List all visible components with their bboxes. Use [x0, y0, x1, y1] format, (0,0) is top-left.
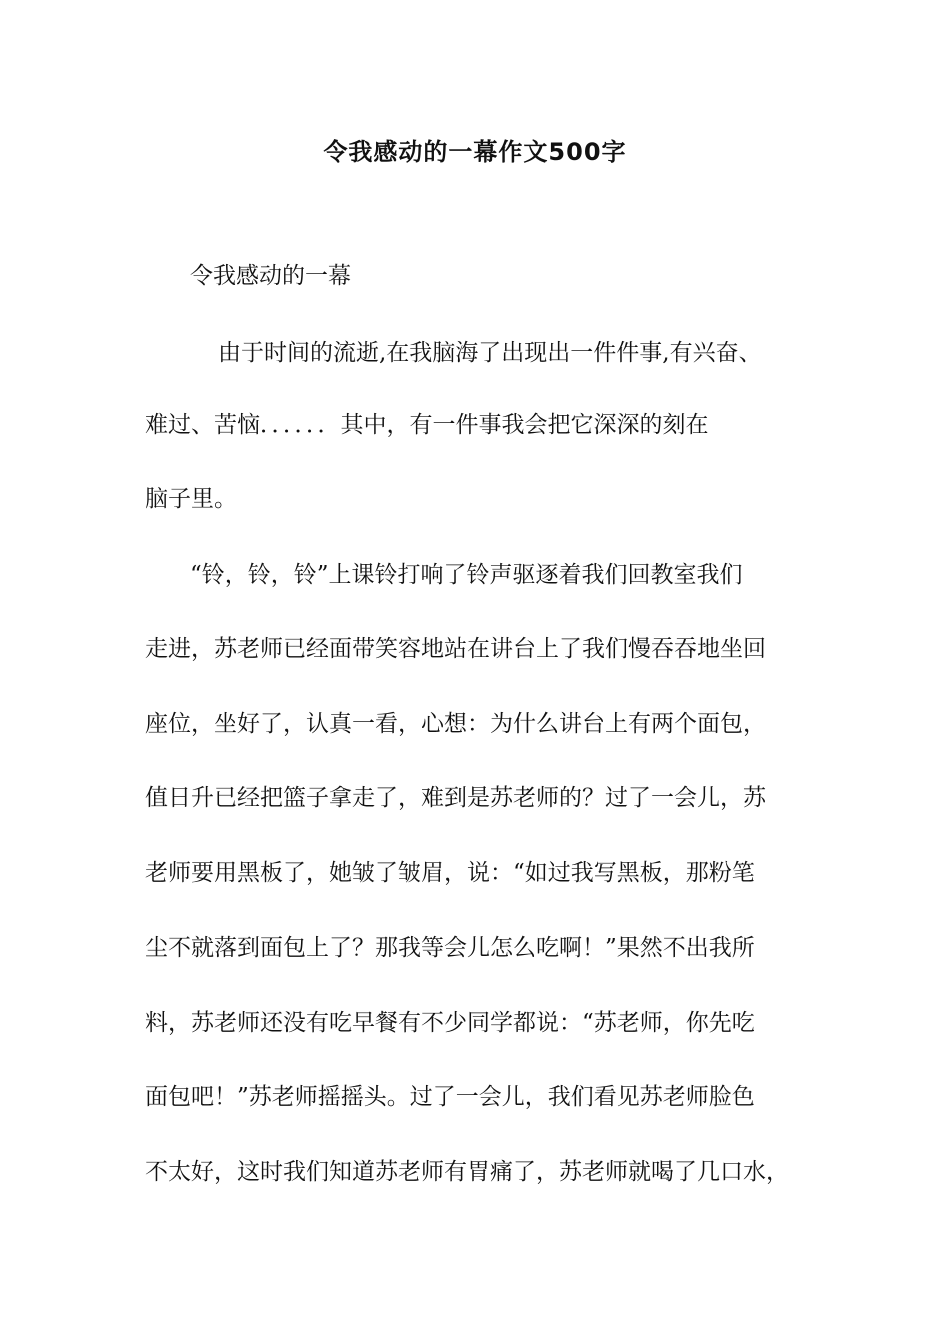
paragraph-line: 老师要用黑板了，她皱了皱眉，说：“如过我写黑板，那粉笔: [145, 860, 755, 886]
subtitle-line: 令我感动的一幕: [190, 263, 351, 289]
paragraph-line: 不太好，这时我们知道苏老师有胃痛了，苏老师就喝了几口水，: [145, 1159, 789, 1185]
paragraph-line: 值日升已经把篮子拿走了，难到是苏老师的？过了一会儿，苏: [145, 785, 766, 811]
paragraph-line: 面包吧！”苏老师摇摇头。过了一会儿，我们看见苏老师脸色: [145, 1084, 755, 1110]
paragraph-line: 走进，苏老师已经面带笑容地站在讲台上了我们慢吞吞地坐回: [145, 636, 766, 662]
paragraph-line: 由于时间的流逝,在我脑海了出现出一件件事,有兴奋、: [218, 340, 762, 366]
paragraph-line: 座位，坐好了，认真一看，心想：为什么讲台上有两个面包，: [145, 711, 766, 737]
paragraph-line: 难过、苦恼．．．．．．其中，有一件事我会把它深深的刻在: [145, 412, 709, 438]
paragraph-line: 脑子里。: [145, 486, 237, 512]
paragraph-line: 料，苏老师还没有吃早餐有不少同学都说：“苏老师，你先吃: [145, 1010, 755, 1036]
paragraph-line: “铃，铃，铃”上课铃打响了铃声驱逐着我们回教室我们: [190, 562, 743, 588]
document-title: 令我感动的一幕作文500字: [323, 138, 627, 166]
paragraph-line: 尘不就落到面包上了？那我等会儿怎么吃啊！”果然不出我所: [145, 935, 755, 961]
